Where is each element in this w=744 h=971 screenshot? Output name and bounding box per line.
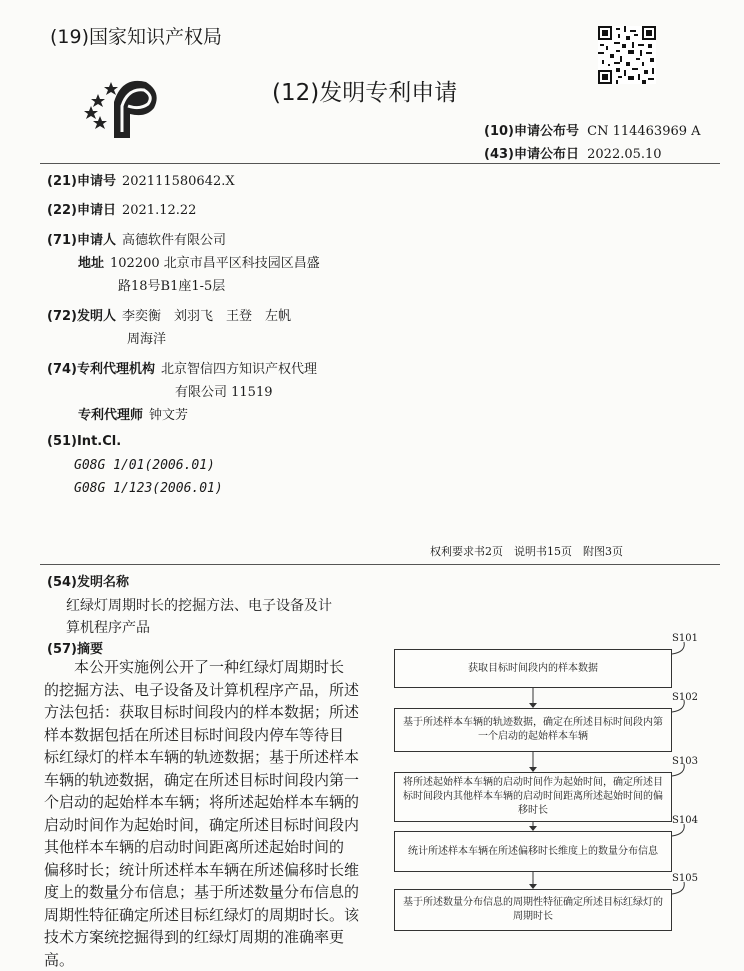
flow-step-label: S102: [672, 692, 698, 703]
abstract-line: 偏移时长；统计所述样本车辆在所述偏移时长维: [44, 859, 368, 882]
page-counts: 权利要求书2页 说明书15页 附图3页: [430, 543, 623, 559]
invention-name-label-text: (54)发明名称: [47, 575, 129, 590]
flow-step-label: S105: [672, 873, 698, 884]
flow-step-box: [394, 831, 672, 872]
flow-step-text: 统计所述样本车辆在所述偏移时长维度上的数量分布信息: [399, 845, 667, 859]
flow-step-box: [394, 889, 672, 931]
filing-date-label: (22)申请日: [47, 203, 116, 218]
abstract-line: 度上的数量分布信息；基于所述数量分布信息的: [44, 881, 368, 904]
applicant-label: (71)申请人: [47, 233, 116, 248]
address-label: 地址: [78, 256, 104, 271]
address-line1: 102200 北京市昌平区科技园区昌盛: [110, 256, 320, 271]
abstract-line: 本公开实施例公开了一种红绿灯周期时长: [44, 656, 368, 679]
agency-line2: 有限公司 11519: [175, 381, 273, 400]
abstract-line: 个启动的起始样本车辆；将所述起始样本车辆的: [44, 791, 368, 814]
abstract-line: 其他样本车辆的启动时间距离所述起始时间的: [44, 836, 368, 859]
pub-no-label: (10)申请公布号: [484, 124, 579, 139]
abstract-line: 标红绿灯的样本车辆的轨迹数据；基于所述样本: [44, 746, 368, 769]
pub-date-value: 2022.05.10: [587, 147, 661, 162]
agency-label: (74)专利代理机构: [47, 362, 155, 377]
flow-step-text: 基于所述数量分布信息的周期性特征确定所述目标红绿灯的: [399, 896, 667, 910]
flow-step-label: S104: [672, 815, 698, 826]
flow-step-text: 基于所述样本车辆的轨迹数据，确定在所述目标时间段内第: [399, 716, 667, 730]
flow-step-label: S103: [672, 756, 698, 767]
abstract-line: 样本数据包括在所述目标时间段内停车等待目: [44, 724, 368, 747]
address-line2: 路18号B1座1-5层: [118, 275, 225, 294]
intcl-label-text: (51)Int.Cl.: [47, 434, 121, 449]
flow-step-box: [394, 708, 672, 752]
abstract-label-text: (57)摘要: [47, 642, 103, 657]
patent-office-title: (19)国家知识产权局: [50, 22, 222, 49]
invention-name-line1: 红绿灯周期时长的挖掘方法、电子设备及计: [66, 595, 332, 615]
flow-step-text: 获取目标时间段内的样本数据: [399, 662, 667, 676]
abstract-line: 车辆的轨迹数据，确定在所述目标时间段内第一: [44, 769, 368, 792]
flow-step-text: 移时长: [399, 804, 667, 818]
abstract-line: 技术方案统挖掘得到的红绿灯周期的准确率更: [44, 926, 368, 949]
document-type-title: (12)发明专利申请: [272, 74, 457, 107]
abstract-line: 启动时间作为起始时间，确定所述目标时间段内: [44, 814, 368, 837]
inventors-label: (72)发明人: [47, 309, 116, 324]
filing-date-value: 2021.12.22: [122, 203, 196, 218]
app-no-label: (21)申请号: [47, 174, 116, 189]
abstract-line: 方法包括：获取目标时间段内的样本数据；所述: [44, 701, 368, 724]
ipc-classification-1: G08G 1/01(2006.01): [74, 458, 215, 473]
abstract-line: 周期性特征确定所述目标红绿灯的周期时长。该: [44, 904, 368, 927]
applicant-value: 高德软件有限公司: [122, 233, 226, 248]
inventors-line1: 李奕衡 刘羽飞 王登 左帆: [122, 309, 291, 324]
abstract-line: 高。: [44, 949, 368, 971]
agent-value: 钟文芳: [149, 408, 188, 423]
flow-step-text: 将所述起始样本车辆的启动时间作为起始时间，确定所述目: [399, 776, 667, 790]
ipc-classification-2: G08G 1/123(2006.01): [74, 481, 223, 496]
app-no-value: 202111580642.X: [122, 174, 235, 189]
side-publication-number: [0, 834, 1, 930]
flow-step-box: [394, 772, 672, 822]
agent-label: 专利代理师: [78, 408, 143, 423]
inventors-line2: 周海洋: [127, 328, 166, 347]
flow-step-box: [394, 649, 672, 688]
flow-step-text: 周期时长: [399, 910, 667, 924]
abstract-line: 的挖掘方法、电子设备及计算机程序产品，所述: [44, 679, 368, 702]
agency-line1: 北京智信四方知识产权代理: [161, 362, 317, 377]
flow-step-text: 一个启动的起始样本车辆: [399, 730, 667, 744]
pub-no-value: CN 114463969 A: [587, 124, 700, 139]
flow-step-text: 标时间段内其他样本车辆的启动时间距离所述起始时间的偏: [399, 790, 667, 804]
invention-name-line2: 算机程序产品: [66, 617, 150, 637]
pub-date-label: (43)申请公布日: [484, 147, 579, 162]
flow-step-label: S101: [672, 633, 698, 644]
